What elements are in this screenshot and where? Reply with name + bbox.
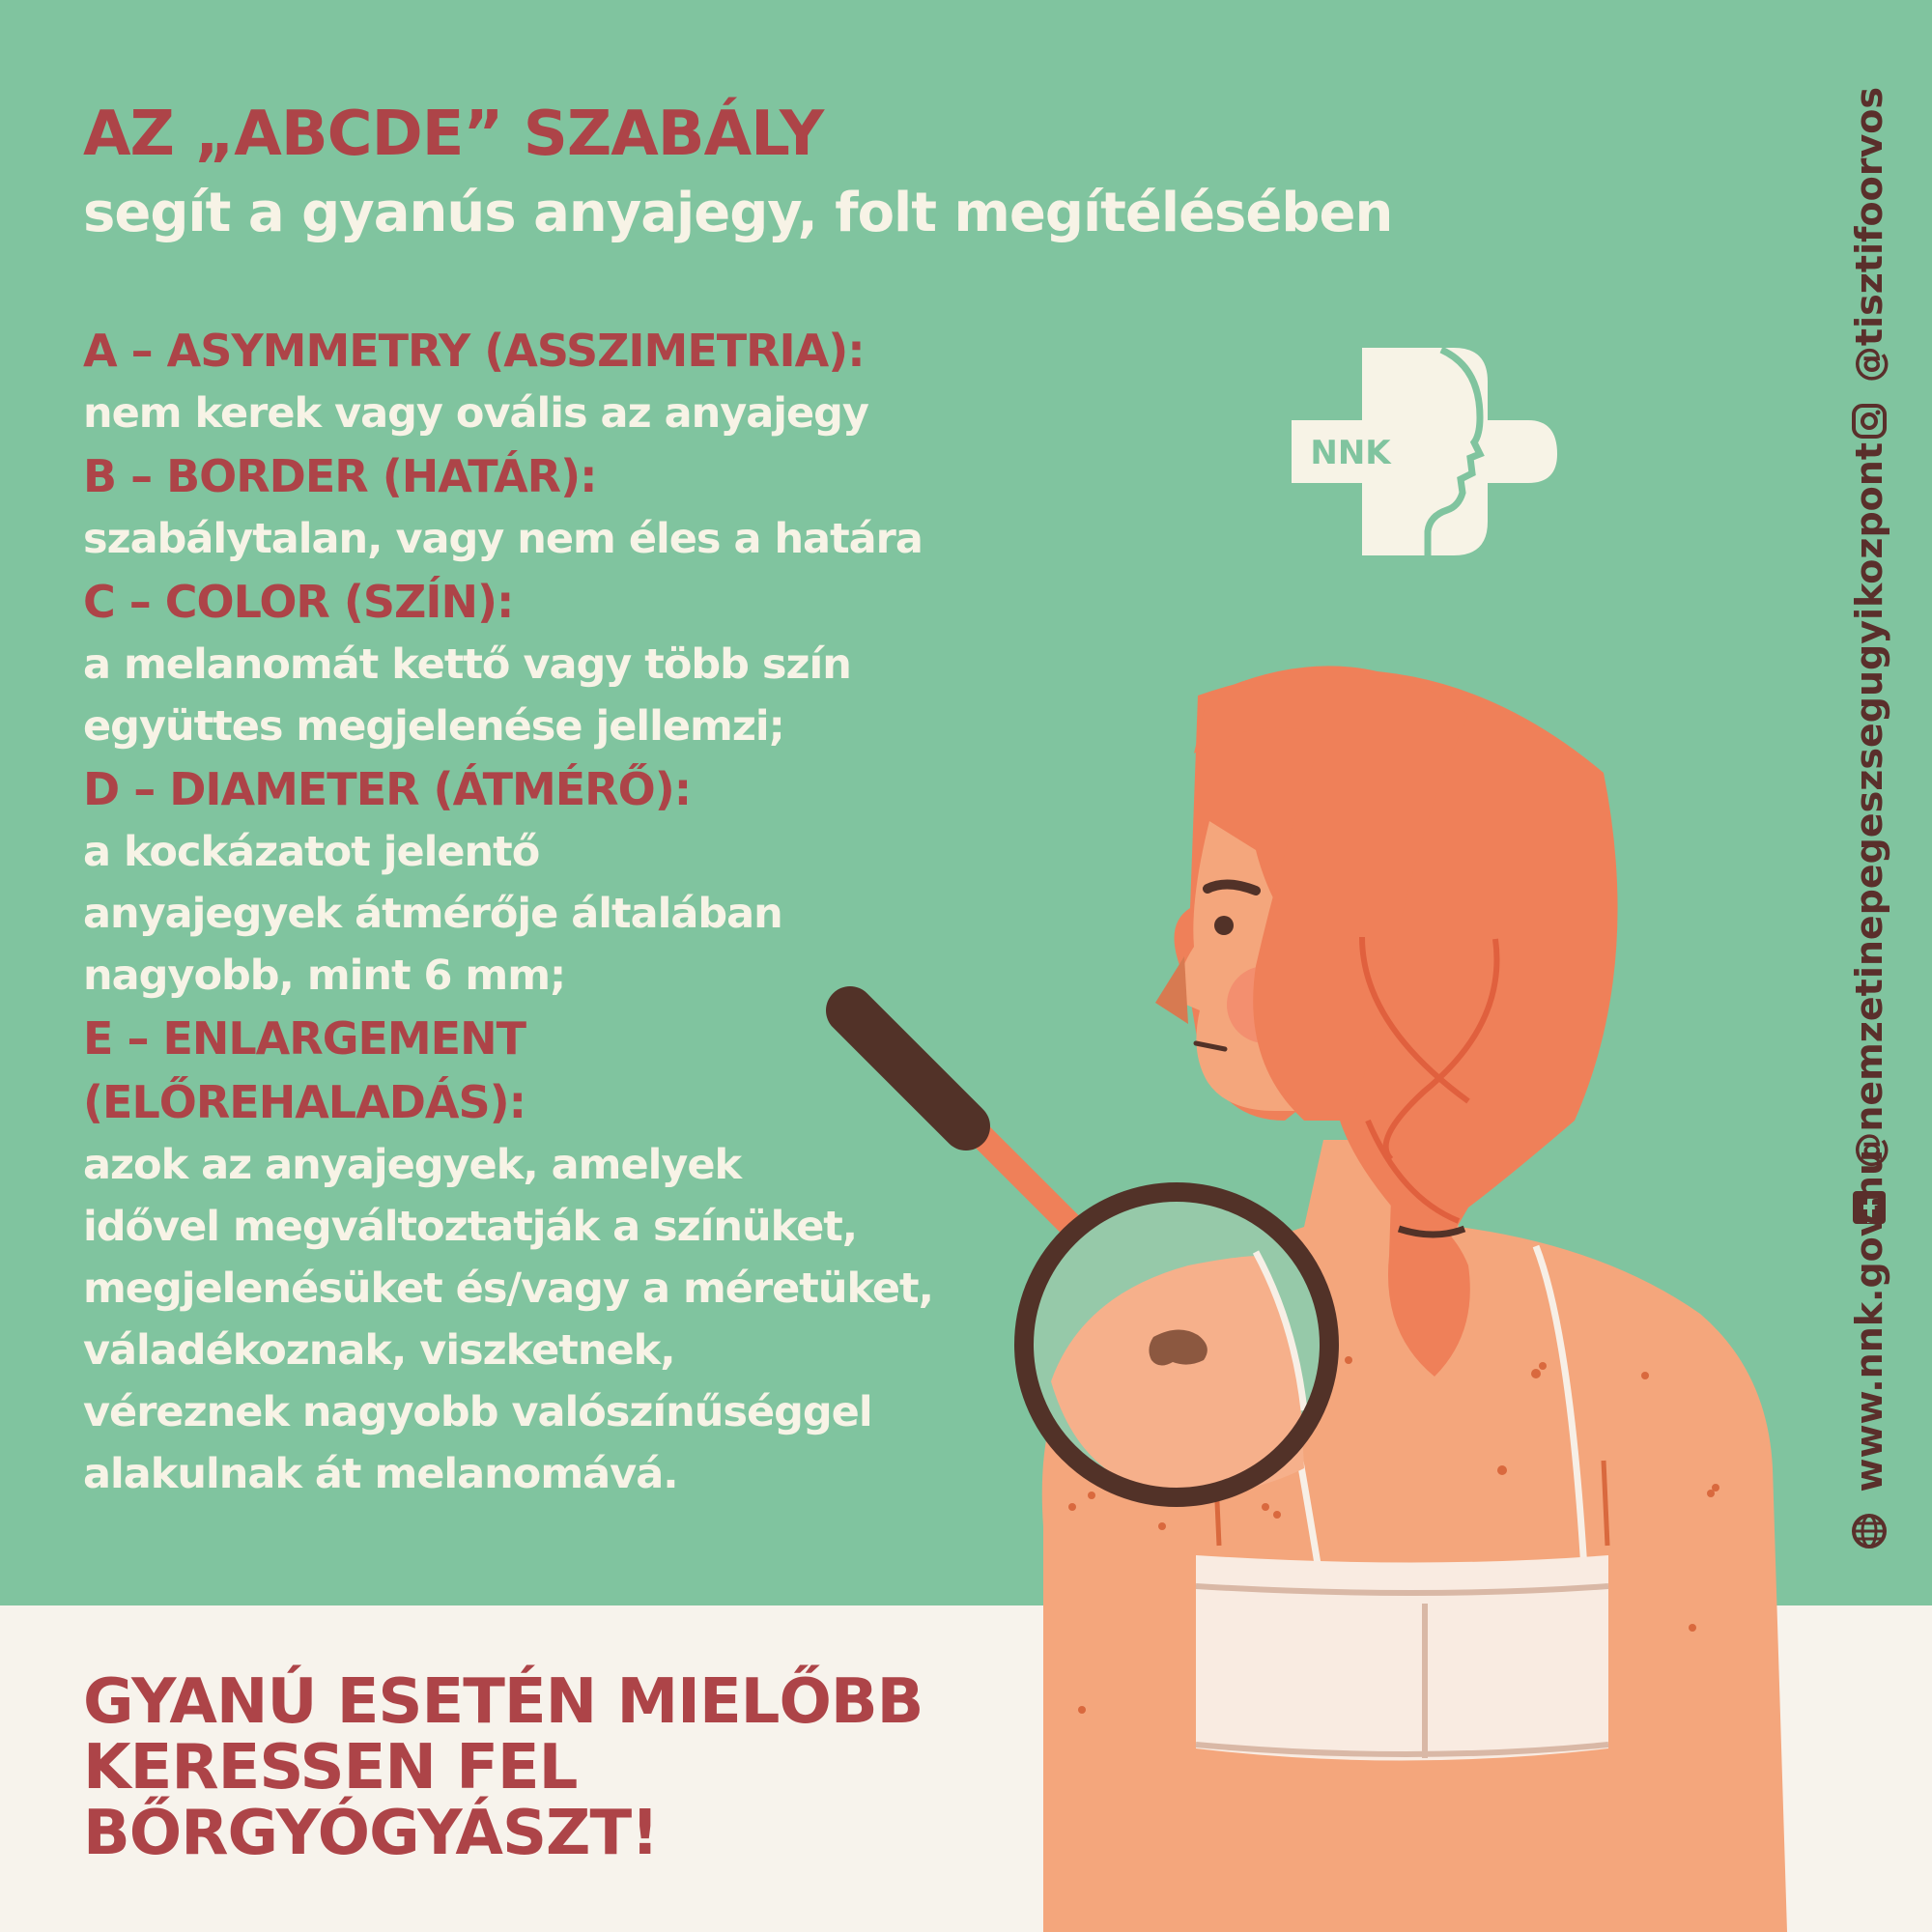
rule-text: véreznek nagyobb valószínűséggel — [83, 1388, 872, 1436]
call-to-action — [83, 1666, 923, 1869]
rule-heading: A – ASYMMETRY (ASSZIMETRIA): — [83, 325, 865, 377]
rule-heading: B – BORDER (HATÁR): — [83, 450, 597, 502]
rule-text: nem kerek vagy ovális az anyajegy — [83, 389, 868, 438]
rule-text: a kockázatot jelentő — [83, 828, 540, 876]
rule-heading: C – COLOR (SZÍN): — [83, 576, 514, 628]
facebook-handle[interactable]: @nemzetinepegeszsegugyikozpont — [1848, 442, 1890, 1169]
rule-heading: D – DIAMETER (ÁTMÉRŐ): — [83, 763, 692, 815]
cta-line: BŐRGYÓGYÁSZT! — [83, 1798, 659, 1869]
rule-text: együttes megjelenése jellemzi; — [83, 702, 784, 751]
website-link[interactable] — [1845, 1150, 1893, 1550]
instagram-handle[interactable]: @tisztifoorvos — [1848, 87, 1890, 384]
rule-e — [83, 1007, 1049, 1505]
facebook-link[interactable] — [1845, 442, 1893, 1227]
rule-text: idővel megváltoztatják a színüket, — [83, 1203, 858, 1251]
rule-text: alakulnak át melanomává. — [83, 1450, 678, 1498]
logo-text: NNK — [1310, 434, 1391, 472]
rule-b — [83, 444, 1049, 570]
nnk-logo — [1292, 348, 1557, 555]
rule-c — [83, 570, 1049, 757]
rule-text: azok az anyajegyek, amelyek — [83, 1141, 742, 1189]
rule-heading: E – ENLARGEMENT (ELŐREHALADÁS): — [83, 1012, 526, 1128]
rule-text: anyajegyek átmérője általában — [83, 890, 782, 938]
globe-icon — [1850, 1512, 1889, 1550]
rule-text: nagyobb, mint 6 mm; — [83, 952, 566, 1000]
website-url[interactable]: www.nnk.gov.hu — [1848, 1150, 1890, 1492]
cta-line: GYANÚ ESETÉN MIELŐBB — [83, 1666, 923, 1738]
page-subtitle: segít a gyanús anyajegy, folt megítélésében — [83, 182, 1393, 244]
nose — [1155, 956, 1188, 1024]
rule-a — [83, 319, 1049, 444]
rule-text: megjelenésüket és/vagy a méretüket, — [83, 1264, 933, 1313]
bra-band — [1196, 1555, 1608, 1761]
page-title: AZ „ABCDE” SZABÁLY — [83, 99, 824, 170]
rule-text: a melanomát kettő vagy több szín — [83, 640, 851, 689]
rule-d — [83, 757, 1049, 1007]
cta-line: KERESSEN FEL — [83, 1732, 578, 1804]
instagram-icon — [1850, 402, 1889, 440]
rule-text: váladékoznak, viszketnek, — [83, 1326, 675, 1375]
abcde-rules — [83, 319, 1049, 1505]
rule-text: szabálytalan, vagy nem éles a határa — [83, 515, 923, 563]
eye — [1214, 916, 1234, 935]
instagram-link[interactable] — [1845, 87, 1893, 440]
